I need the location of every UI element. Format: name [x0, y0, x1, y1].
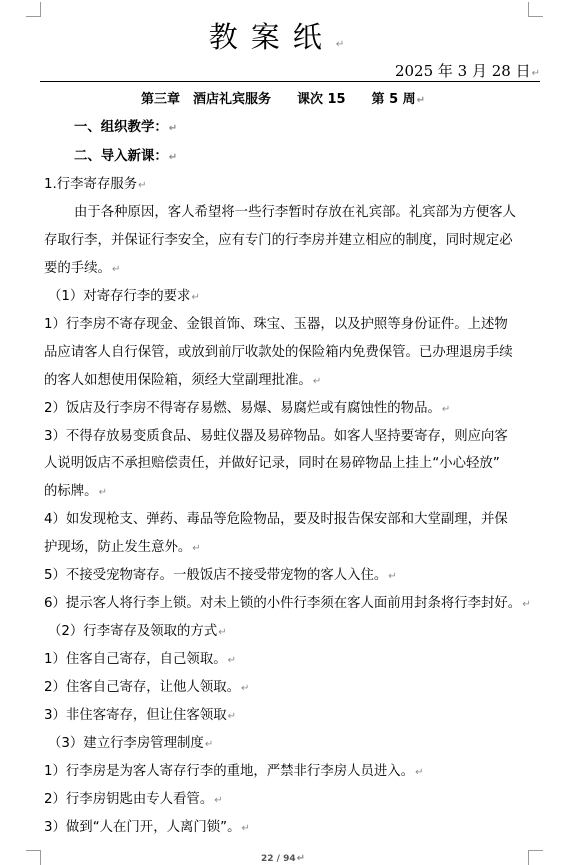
list-item-line: 1）行李房不寄存现金、金银首饰、珠宝、玉器，以及护照等身份证件。上述物 — [44, 317, 508, 332]
list-item-line: 人说明饭店不承担赔偿责任，并做好记录，同时在易碎物品上挂上“小心轻放” — [44, 456, 500, 471]
list-item-line: 3）非住客寄存，但让住客领取↵ — [44, 708, 236, 723]
list-item-line: 的客人如想使用保险箱，须经大堂副理批准。↵ — [44, 373, 322, 388]
subsection-heading: 1.行李寄存服务↵ — [44, 177, 147, 192]
list-item-line: 的标牌。↵ — [44, 484, 107, 499]
list-item-line: 3）做到“人在门开，人离门锁”。↵ — [44, 820, 250, 835]
section-heading: 二、导入新课：↵ — [74, 149, 178, 164]
list-item-line: 品应请客人自行保管，或放到前厅收款处的保险箱内免费保管。已办理退房手续 — [44, 345, 513, 360]
list-item-line: 2）住客自己寄存，让他人领取。↵ — [44, 680, 250, 695]
list-item-line: 2）行李房钥匙由专人看管。↵ — [44, 792, 223, 807]
section-heading: 一、组织教学：↵ — [74, 120, 178, 135]
paragraph-line: 存取行李，并保证行李安全，应有专门的行李房并建立相应的制度，同时规定必 — [44, 233, 513, 248]
list-heading: （3）建立行李房管理制度↵ — [48, 736, 214, 751]
document-title: 教案纸↵ — [208, 20, 358, 54]
list-item-line: 4）如发现枪支、弹药、毒品等危险物品，要及时报告保安部和大堂副理，并保 — [44, 512, 508, 527]
list-item-line: 护现场，防止发生意外。↵ — [44, 540, 201, 555]
document-date: 2025 年 3 月 28 日↵ — [394, 62, 540, 80]
list-heading: （2）行李寄存及领取的方式↵ — [48, 624, 227, 639]
list-item-line: 6）提示客人将行李上锁。对未上锁的小件行李须在客人面前用封条将行李封好。↵ — [44, 596, 531, 611]
header-rule — [40, 81, 540, 82]
list-item-line: 1）行李房是为客人寄存行李的重地，严禁非行李房人员进入。↵ — [44, 764, 424, 779]
paragraph-line: 由于各种原因，客人希望将一些行李暂时存放在礼宾部。礼宾部为方便客人 — [74, 205, 516, 220]
list-item-line: 3）不得存放易变质食品、易蛀仪器及易碎物品。如客人坚持要寄存，则应向客 — [44, 429, 508, 444]
list-heading: （1）对寄存行李的要求↵ — [48, 289, 200, 304]
paragraph-line: 要的手续。↵ — [44, 261, 121, 276]
list-item-line: 5）不接受宠物寄存。一般饭店不接受带宠物的客人入住。↵ — [44, 568, 397, 583]
page-number: 22 / 94↵ — [261, 853, 305, 864]
chapter-line: 第三章 酒店礼宾服务 课次 15 第 5 周↵ — [140, 92, 426, 107]
list-item-line: 1）住客自己寄存，自己领取。↵ — [44, 652, 236, 667]
list-item-line: 2）饭店及行李房不得寄存易燃、易爆、易腐烂或有腐蚀性的物品。↵ — [44, 401, 451, 416]
